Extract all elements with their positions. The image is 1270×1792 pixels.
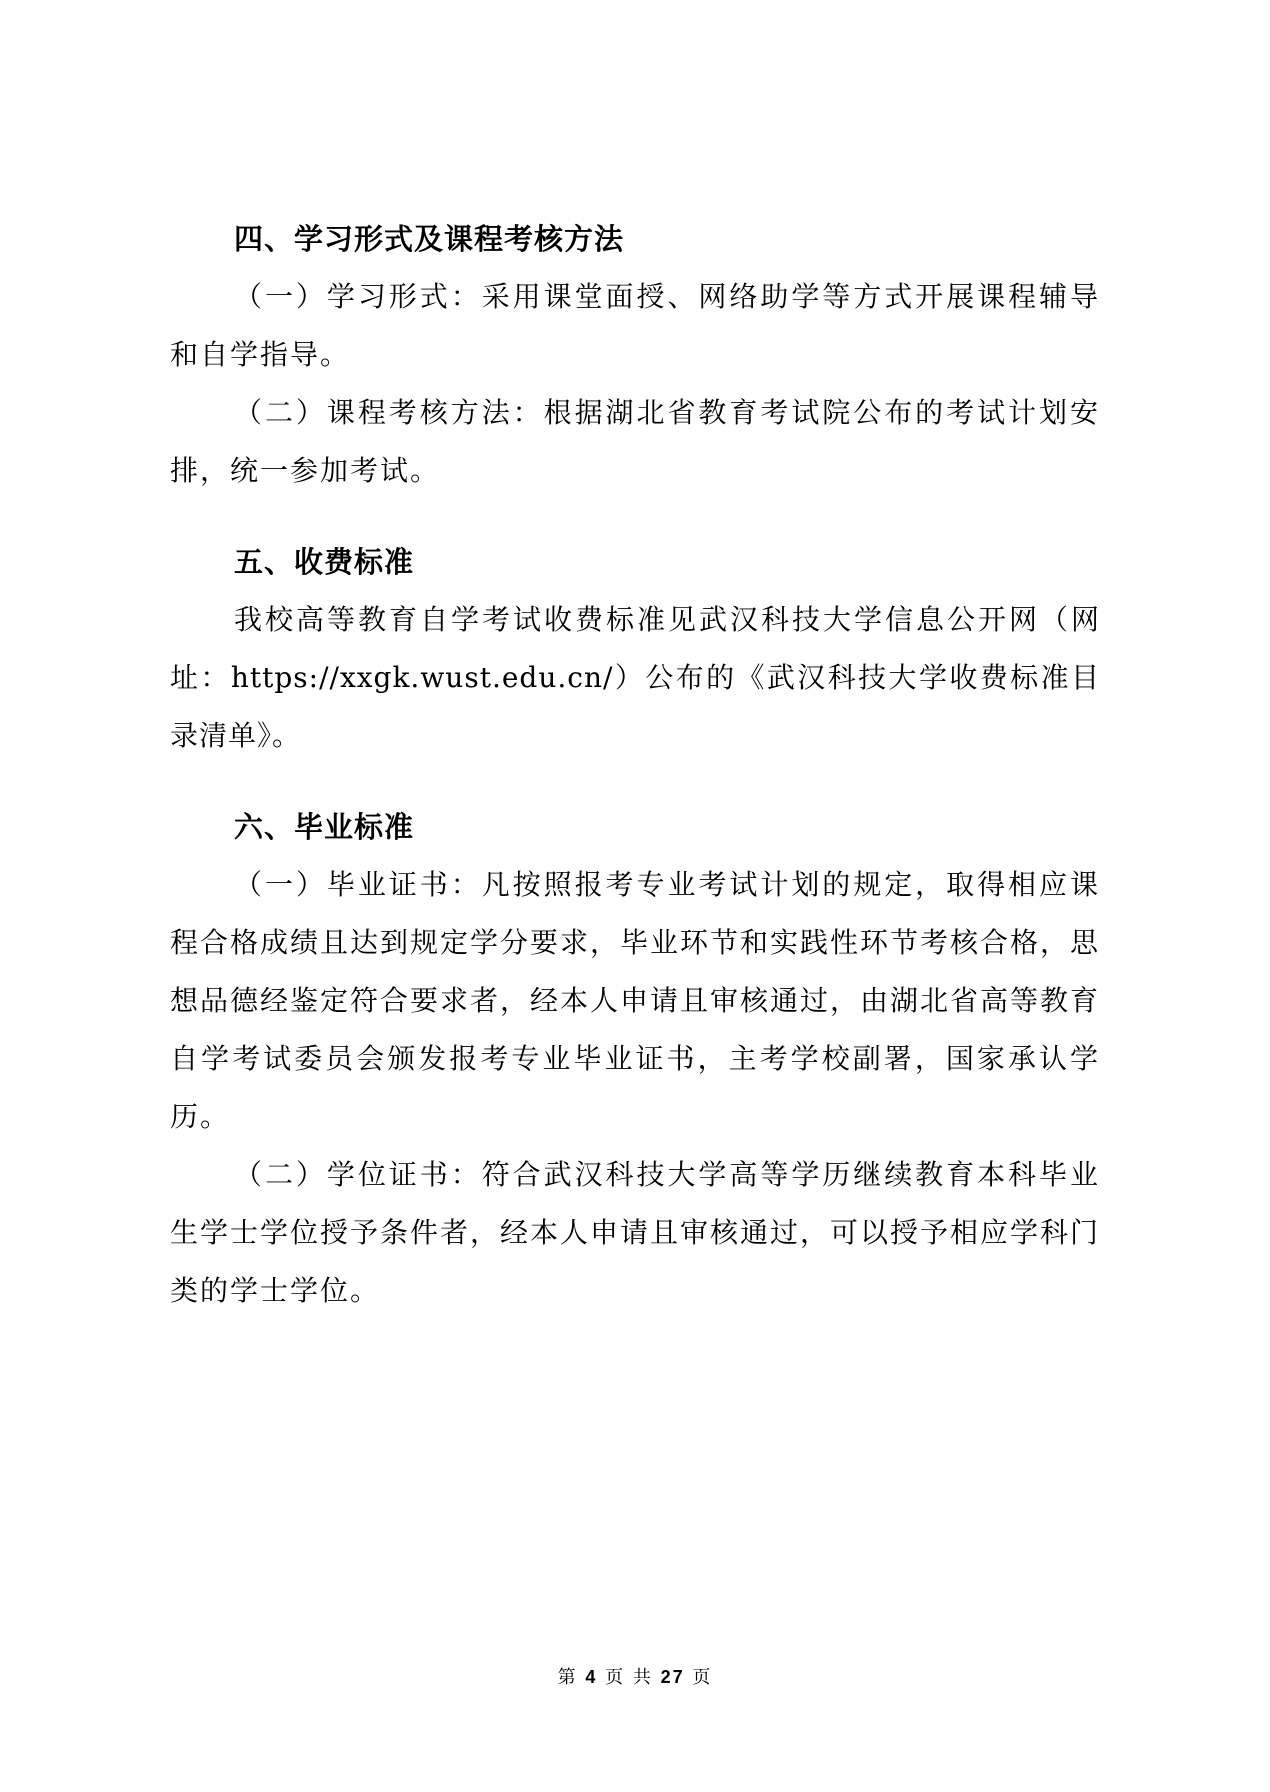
document-body — [170, 210, 1100, 1320]
section-study-form — [170, 210, 1100, 500]
section-fees — [170, 533, 1100, 765]
footer-suffix: 页 — [692, 1667, 713, 1688]
paragraph: （一）毕业证书：凡按照报考专业考试计划的规定，取得相应课程合格成绩且达到规定学分要求，毕业环节和实践性环节考核合格，思想品德经鉴定符合要求者，经本人申请且审核通过，由湖北省高等教育自学考试委员会颁发报考专业毕业证书，主考学校副署，国家承认学历。 — [170, 868, 1101, 1133]
page-footer — [0, 1665, 1270, 1690]
section-heading: 五、收费标准 — [234, 545, 415, 579]
section-heading: 六、毕业标准 — [234, 810, 415, 844]
paragraph: （二）学位证书：符合武汉科技大学高等学历继续教育本科毕业生学士学位授予条件者，经本人申请且审核通过，可以授予相应学科门类的学士学位。 — [170, 1158, 1101, 1307]
paragraph: 我校高等教育自学考试收费标准见武汉科技大学信息公开网（网址：https://xxgk.wust.edu.cn/）公布的《武汉科技大学收费标准目录清单》。 — [170, 603, 1100, 752]
footer-middle: 页 共 — [605, 1667, 653, 1688]
section-heading: 四、学习形式及课程考核方法 — [234, 222, 625, 256]
paragraph: （二）课程考核方法：根据湖北省教育考试院公布的考试计划安排，统一参加考试。 — [170, 396, 1100, 487]
page-number: 4 — [585, 1667, 598, 1687]
page-total: 27 — [660, 1667, 685, 1687]
footer-prefix: 第 — [557, 1667, 578, 1688]
paragraph: （一）学习形式：采用课堂面授、网络助学等方式开展课程辅导和自学指导。 — [170, 280, 1100, 371]
section-graduation — [170, 798, 1100, 1320]
